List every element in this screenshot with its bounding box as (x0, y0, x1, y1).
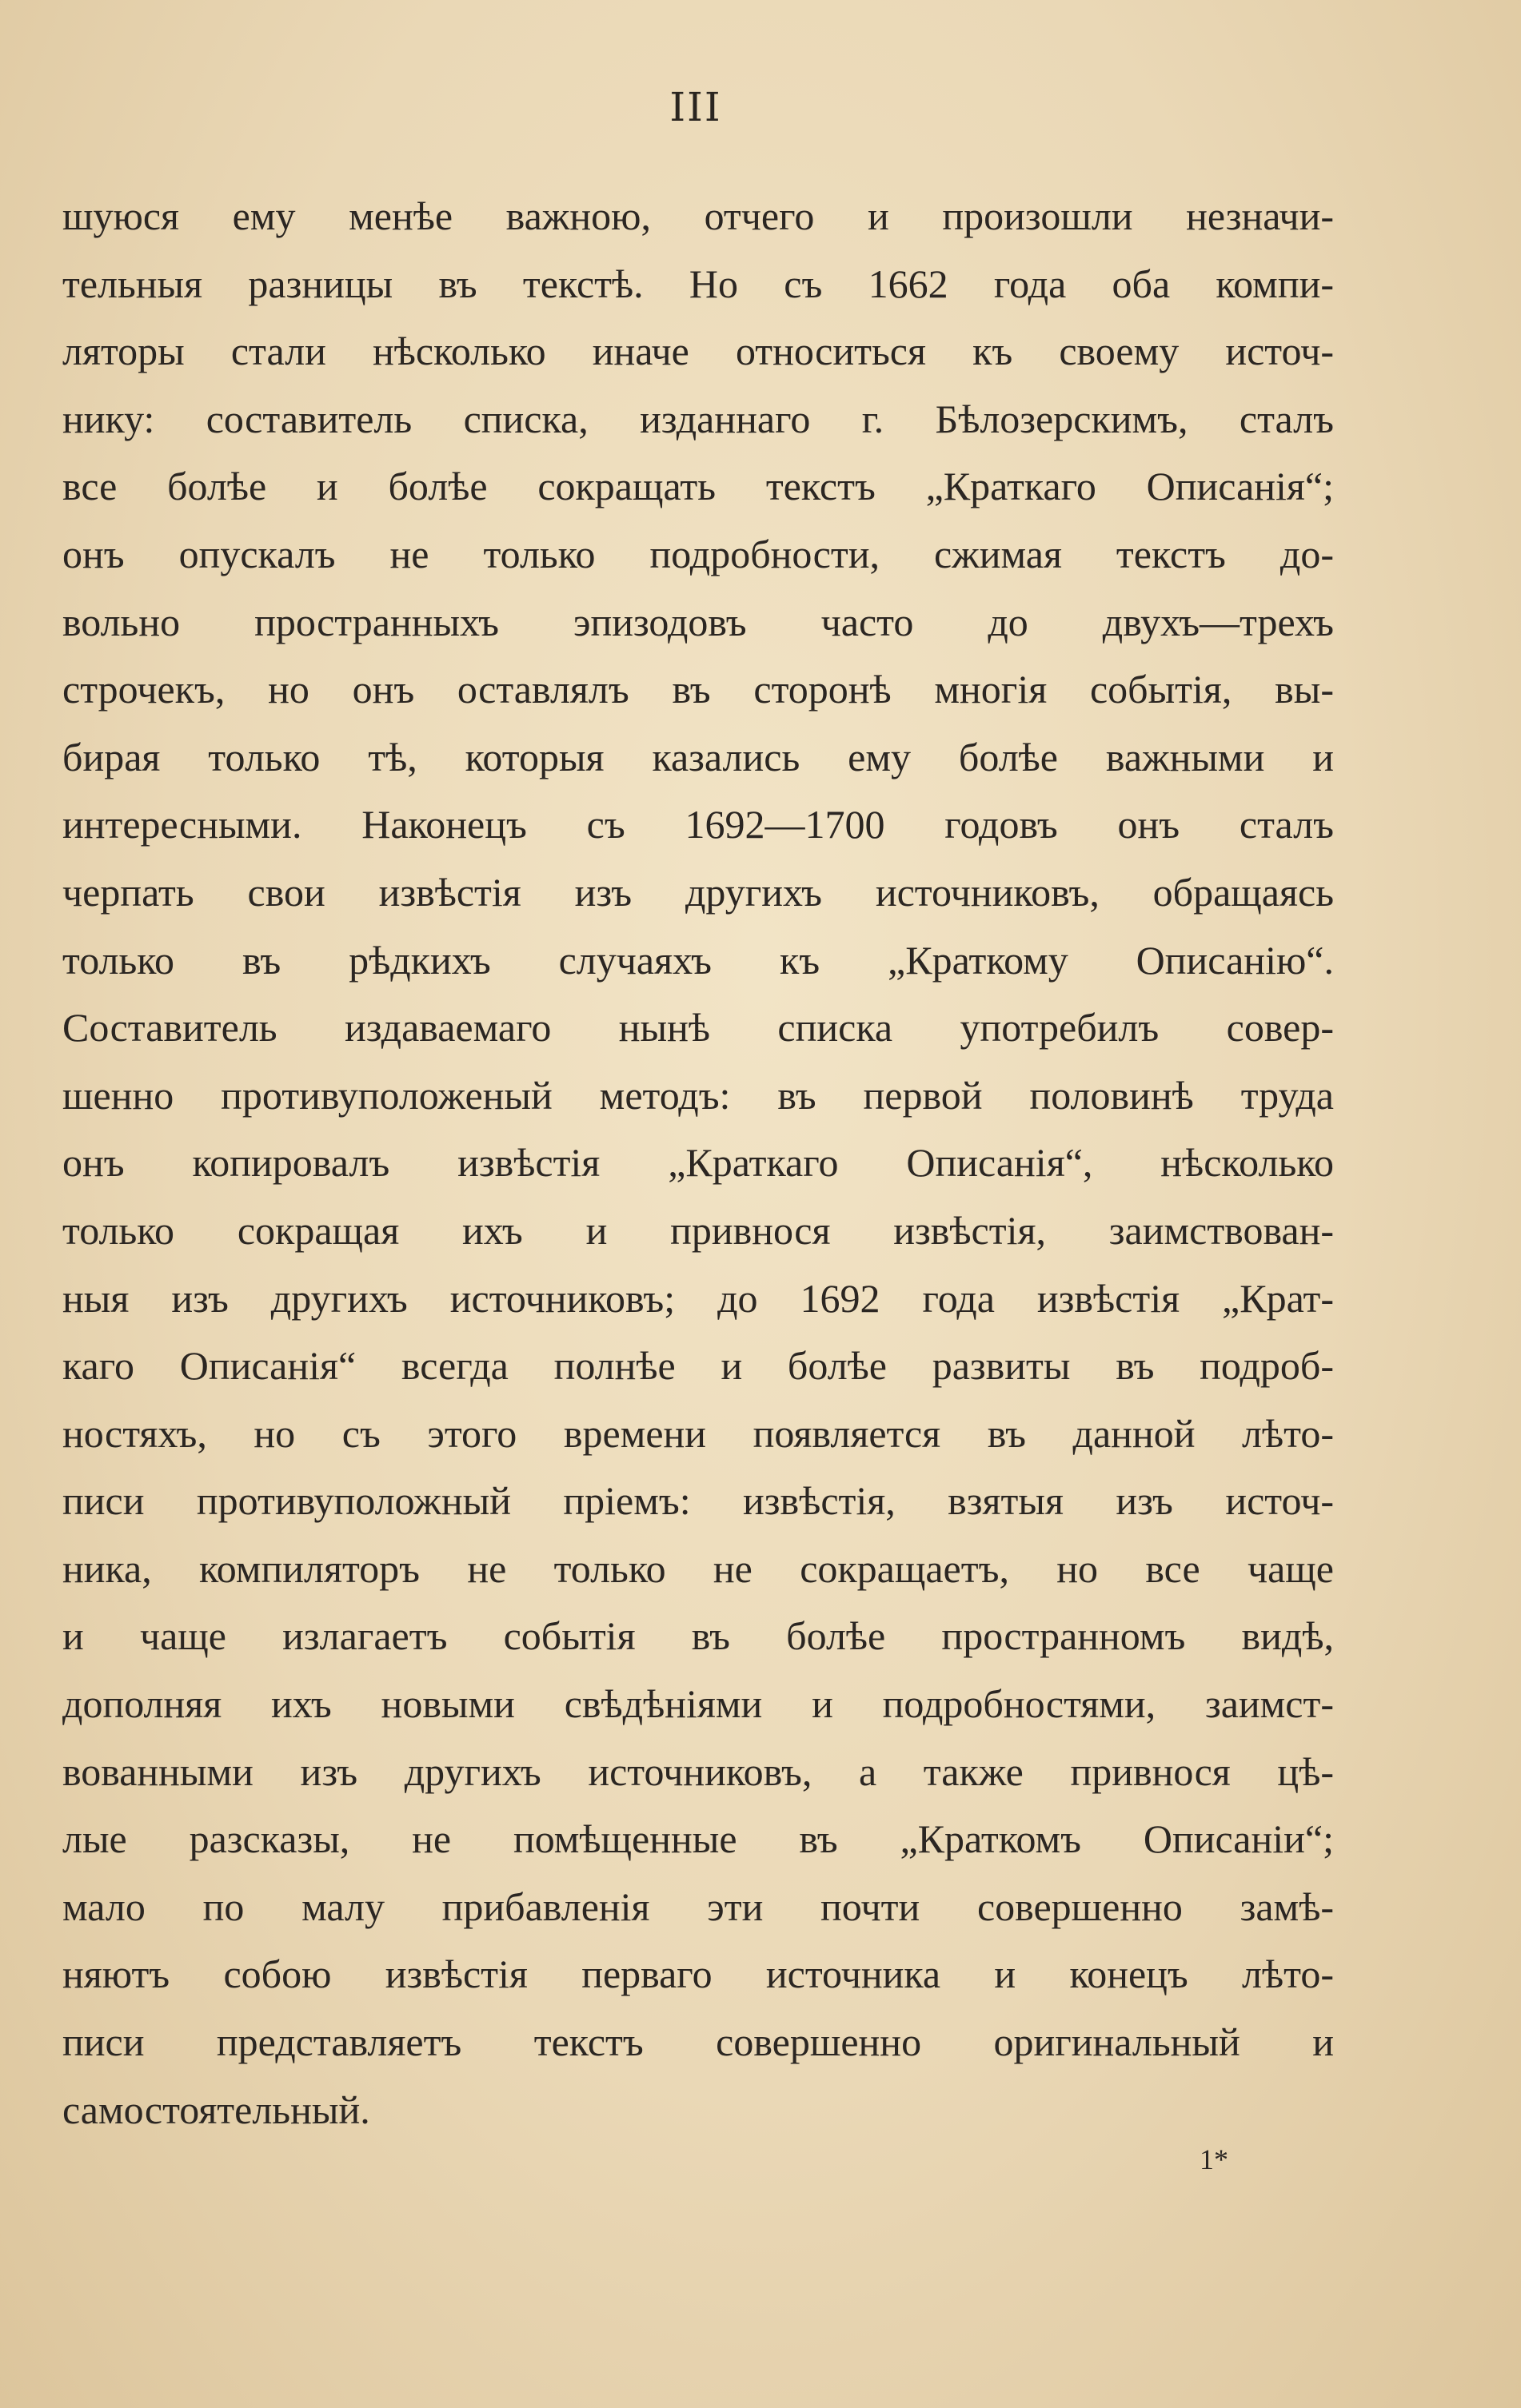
text-line: вольно пространныхъ эпизодовъ часто до двухъ—трехъ (62, 599, 1334, 644)
text-line: лые разсказы, не помѣщенные въ „Краткомъ Описаніи“; (62, 1816, 1334, 1862)
text-line: Составитель издаваемаго нынѣ списка употребилъ совер- (62, 1005, 1334, 1051)
text-line: черпать свои извѣстія изъ другихъ источниковъ, обращаясь (62, 869, 1334, 915)
text-line: писи противуположный пріемъ: извѣстія, взятыя изъ источ- (62, 1478, 1334, 1524)
text-line: все болѣе и болѣе сокращать текстъ „Краткаго Описанія“; (62, 464, 1334, 509)
text-line: и чаще излагаетъ событія въ болѣе пространномъ видѣ, (62, 1613, 1334, 1659)
text-line: мало по малу прибавленія эти почти совершенно замѣ- (62, 1884, 1334, 1929)
text-line: вованными изъ другихъ источниковъ, а также привнося цѣ- (62, 1748, 1334, 1794)
text-line: бирая только тѣ, которыя казались ему болѣе важными и (62, 734, 1334, 779)
text-line: писи представляетъ текстъ совершенно оригинальный и (62, 2019, 1334, 2065)
text-line: строчекъ, но онъ оставлялъ въ сторонѣ многія событія, вы- (62, 667, 1334, 712)
text-line: дополняя ихъ новыми свѣдѣніями и подробностями, заимст- (62, 1681, 1334, 1727)
text-line: нику: составитель списка, изданнаго г. Бѣлозерскимъ, сталъ (62, 396, 1334, 441)
text-line: самостоятельный. (62, 2087, 370, 2132)
text-line: ностяхъ, но съ этого времени появляется въ данной лѣто- (62, 1410, 1334, 1456)
text-line: ныя изъ другихъ источниковъ; до 1692 года извѣстія „Крат- (62, 1275, 1334, 1321)
text-line: только сокращая ихъ и привнося извѣстія, заимствован- (62, 1207, 1334, 1253)
text-line: няютъ собою извѣстія перваго источника и конецъ лѣто- (62, 1952, 1334, 1997)
text-line: только въ рѣдкихъ случаяхъ къ „Краткому Описанію“. (62, 937, 1334, 983)
text-line: шенно противуположеный методъ: въ первой половинѣ труда (62, 1072, 1334, 1118)
text-line: шуюся ему менѣе важною, отчего и произошли незначи- (62, 193, 1334, 238)
text-line: тельныя разницы въ текстѣ. Но съ 1662 года оба компи- (62, 261, 1334, 306)
text-line: онъ копировалъ извѣстія „Краткаго Описанія“, нѣсколько (62, 1140, 1334, 1186)
text-line: онъ опускалъ не только подробности, сжимая текстъ до- (62, 531, 1334, 576)
text-line: каго Описанія“ всегда полнѣе и болѣе развиты въ подроб- (62, 1343, 1334, 1389)
page-number: III (669, 84, 722, 130)
signature-mark: 1* (1200, 2143, 1228, 2175)
body-text (62, 182, 1334, 2143)
text-line: ника, компиляторъ не только не сокращаетъ, но все чаще (62, 1545, 1334, 1591)
text-line: интересными. Наконецъ съ 1692—1700 годовъ онъ сталъ (62, 802, 1334, 847)
text-line: ляторы стали нѣсколько иначе относиться къ своему источ- (62, 329, 1334, 374)
